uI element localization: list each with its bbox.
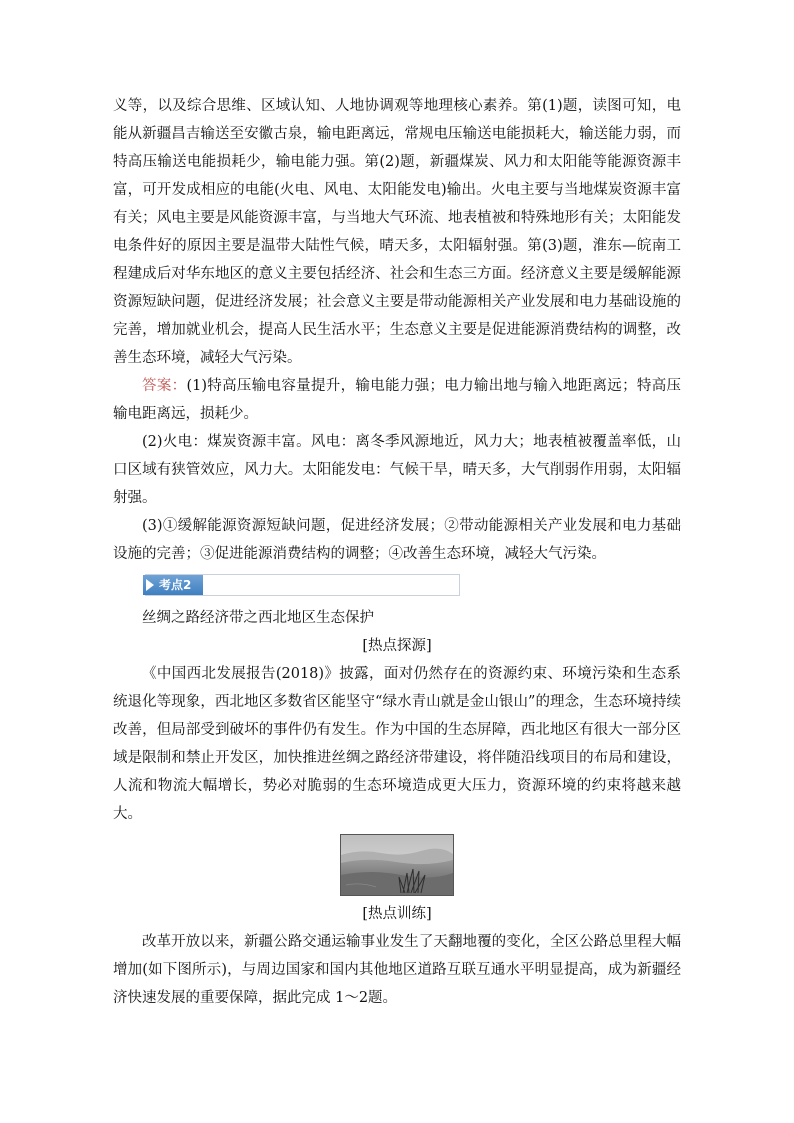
- play-arrow-icon: [146, 579, 154, 591]
- source-paragraph: 《中国西北发展报告(2018)》披露，面对仍然存在的资源约束、环境污染和生态系统退化等现象，西北地区多数省区能坚守“绿水青山就是金山银山”的理念，生态环境持续改善，但局部受到破坏的事件仍有发生。作为中国的生态屏障，西北地区有很大一部分区域是限制和禁止开发区，加快推进丝绸之路经济带建设，将伴随沿线项目的布局和建设，人流和物流大幅增长，势必对脆弱的生态环境造成更大压力，资源环境的约束将越来越大。: [113, 666, 681, 822]
- kaodian-label: 考点2: [159, 578, 192, 592]
- answer-paragraph-2: (2)火电：煤炭资源丰富。风电：离冬季风源地近，风力大；地表植被覆盖率低，山口区域有狭管效应，风力大。太阳能发电：气候干旱，晴天多，大气削弱作用弱，太阳辐射强。: [113, 434, 681, 506]
- page-content: [113, 92, 681, 1012]
- kaodian-banner: [145, 574, 460, 596]
- answer-paragraph-1: [113, 372, 681, 428]
- training-paragraph: 改革开放以来，新疆公路交通运输事业发生了天翻地覆的变化，全区公路总里程大幅增加(如下图所示)，与周边国家和国内其他地区道路互联互通水平明显提高，成为新疆经济快速发展的重要保障，据此完成 1～2题。: [113, 934, 681, 1006]
- answer-label: 答案：: [142, 378, 187, 394]
- analysis-paragraph: 义等，以及综合思维、区域认知、人地协调观等地理核心素养。第(1)题，读图可知，电能从新疆昌吉输送至安徽古泉，输电距离远，常规电压输送电能损耗大，输送能力弱，而特高压输送电能损耗少，输电能力强。第(2)题，新疆煤炭、风力和太阳能等能源资源丰富，可开发成相应的电能(火电、风电、太阳能发电)输出。火电主要与当地煤炭资源丰富有关；风电主要是风能资源丰富，与当地大气环流、地表植被和特殊地形有关；太阳能发电条件好的原因主要是温带大陆性气候，晴天多，太阳辐射强。第(3)题，淮东—皖南工程建成后对华东地区的意义主要包括经济、社会和生态三方面。经济意义主要是缓解能源资源短缺问题，促进经济发展；社会意义主要是带动能源相关产业发展和电力基础设施的完善，增加就业机会，提高人民生活水平；生态意义主要是促进能源消费结构的调整，改善生态环境，减轻大气污染。: [113, 98, 681, 366]
- answer-paragraph-3: (3)①缓解能源资源短缺问题，促进经济发展；②带动能源相关产业发展和电力基础设施的完善；③促进能源消费结构的调整；④改善生态环境，减轻大气污染。: [113, 518, 681, 562]
- training-heading: [热点训练]: [362, 906, 432, 922]
- topic-title: 丝绸之路经济带之西北地区生态保护: [142, 610, 374, 626]
- kaodian-tag: [143, 575, 203, 595]
- photo-container: [113, 834, 681, 896]
- answer-1-text: (1)特高压输电容量提升，输电能力强；电力输出地与输入地距离远；特高压输电距离远，损耗少。: [113, 378, 682, 422]
- desert-photo: [340, 834, 454, 896]
- source-heading: [热点探源]: [362, 638, 432, 654]
